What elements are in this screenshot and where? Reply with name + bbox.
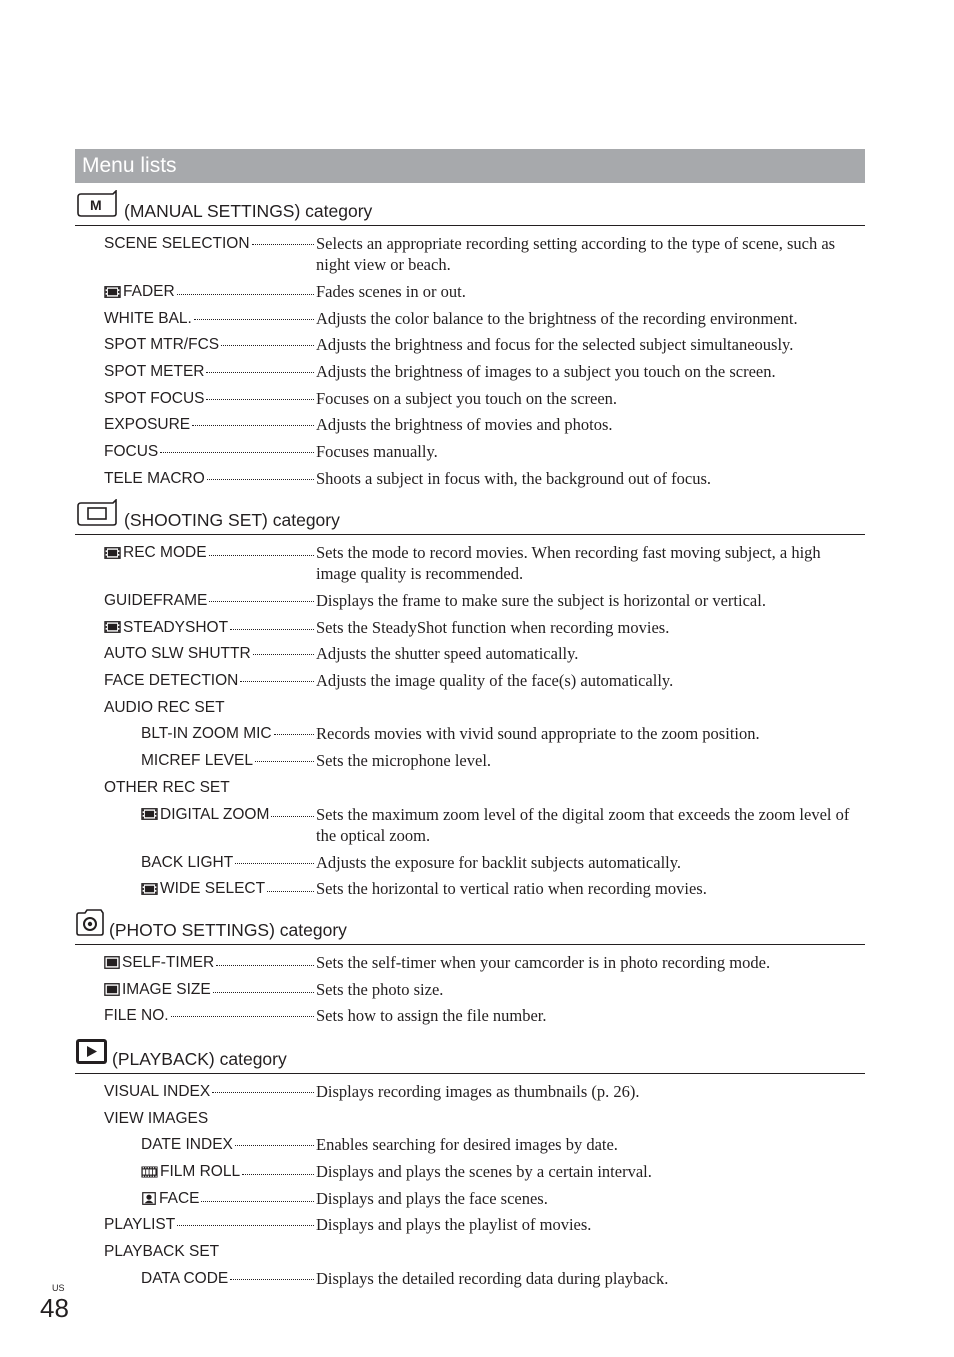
dot-leader	[235, 862, 314, 864]
dot-leader	[212, 1091, 314, 1093]
menu-item-row	[75, 441, 865, 468]
menu-item-row	[75, 233, 865, 281]
menu-item-name: FILM ROLL	[160, 1163, 241, 1181]
dot-leader	[230, 1278, 314, 1280]
camera-photo-icon	[75, 909, 105, 941]
film-icon	[104, 621, 123, 633]
page-region-label: US	[52, 1283, 65, 1293]
menu-item-row	[75, 1214, 865, 1241]
menu-item-row	[75, 590, 865, 617]
menu-item-row	[75, 1134, 865, 1161]
menu-item-row	[75, 852, 865, 879]
menu-item-name: FACE	[159, 1189, 200, 1207]
dot-leader	[271, 815, 314, 817]
menu-item-term	[75, 670, 316, 691]
dot-leader	[255, 760, 314, 762]
menu-item-description: Sets how to assign the file number.	[316, 1006, 547, 1026]
menu-item-name: TELE MACRO	[104, 469, 205, 487]
menu-item-name: FADER	[123, 283, 175, 300]
menu-item-name: AUTO SLW SHUTTR	[104, 645, 251, 663]
dot-leader	[235, 1144, 314, 1146]
menu-item-term	[75, 590, 316, 611]
photo-icon	[104, 983, 122, 996]
dot-leader	[267, 890, 314, 892]
category-label: (SHOOTING SET) category	[124, 510, 340, 530]
menu-item-term	[75, 1268, 316, 1289]
dot-leader	[221, 344, 314, 346]
menu-item-term	[75, 388, 316, 409]
menu-item-row	[75, 414, 865, 441]
menu-item-description: Sets the self-timer when your camcorder is in photo recording mode.	[316, 953, 771, 972]
menu-item-term	[75, 1188, 316, 1209]
dot-leader	[252, 243, 314, 245]
menu-item-name: VISUAL INDEX	[104, 1083, 211, 1100]
menu-item-description: Displays the detailed recording data during playback.	[316, 1268, 669, 1288]
menu-item-row	[75, 334, 865, 361]
category-label: (PLAYBACK) category	[112, 1049, 287, 1069]
dot-leader	[274, 733, 314, 735]
menu-item-term	[75, 1081, 316, 1102]
menu-item-list	[75, 952, 865, 1032]
menu-group-header: PLAYBACK SET	[104, 1243, 220, 1261]
menu-item-term	[75, 878, 316, 899]
menu-item-description: Adjusts the shutter speed automatically.	[316, 644, 579, 664]
menu-item-row	[75, 723, 865, 750]
menu-item-term	[75, 1134, 316, 1155]
menu-item-list	[75, 233, 865, 495]
menu-item-row	[75, 1268, 865, 1295]
menu-item-description: Focuses on a subject you touch on the screen.	[316, 388, 618, 408]
menu-item-description: Sets the photo size.	[316, 979, 444, 999]
dot-leader	[201, 1200, 314, 1202]
menu-item-description: Adjusts the image quality of the face(s) automatically.	[316, 671, 674, 691]
menu-item-description: Sets the microphone level.	[316, 751, 492, 771]
menu-item-term	[75, 542, 316, 563]
category-section	[75, 911, 865, 1032]
menu-item-description: Displays the frame to make sure the subject is horizontal or vertical.	[316, 591, 766, 610]
menu-item-name: FACE DETECTION	[104, 672, 239, 690]
manual-mode-icon	[75, 190, 120, 222]
menu-item-term	[75, 441, 316, 462]
page-title: Menu lists	[75, 149, 865, 183]
menu-item-row	[75, 388, 865, 415]
menu-item-description: Sets the maximum zoom level of the digital zoom that exceeds the zoom level of the optical zoom.	[316, 804, 850, 845]
dot-leader	[171, 1015, 314, 1017]
menu-item-term	[75, 334, 316, 355]
menu-item-row	[75, 1161, 865, 1188]
menu-item-description: Records movies with vivid sound appropriate to the zoom position.	[316, 724, 760, 744]
menu-item-row	[75, 804, 865, 852]
menu-item-term	[75, 1161, 316, 1182]
menu-group-header: VIEW IMAGES	[104, 1109, 209, 1127]
menu-item-name: SCENE SELECTION	[104, 235, 250, 252]
menu-item-description: Sets the SteadyShot function when recording movies.	[316, 617, 670, 637]
menu-item-row	[75, 1188, 865, 1215]
menu-item-name: SELF-TIMER	[122, 954, 215, 971]
menu-item-description: Focuses manually.	[316, 442, 438, 462]
menu-item-description: Shoots a subject in focus with, the background out of focus.	[316, 468, 712, 488]
menu-item-name: FOCUS	[104, 443, 159, 461]
dot-leader	[207, 478, 314, 480]
menu-item-row	[75, 750, 865, 777]
dot-leader	[209, 554, 314, 556]
menu-item-term	[75, 750, 316, 771]
menu-item-row	[75, 281, 865, 308]
menu-item-name: REC MODE	[123, 544, 207, 561]
menu-item-name: SPOT METER	[104, 363, 205, 381]
menu-item-term	[75, 723, 316, 744]
page-number: 48	[40, 1293, 69, 1323]
film-icon	[104, 547, 123, 559]
category-label: (PHOTO SETTINGS) category	[109, 920, 347, 940]
category-label: (MANUAL SETTINGS) category	[124, 201, 373, 221]
menu-item-term	[75, 414, 316, 435]
menu-item-description: Adjusts the brightness of images to a subject you touch on the screen.	[316, 362, 776, 382]
dot-leader	[213, 991, 314, 993]
dot-leader	[206, 398, 314, 400]
category-heading	[75, 911, 865, 945]
category-heading	[75, 1040, 865, 1074]
dot-leader	[209, 600, 314, 602]
film-icon	[104, 286, 123, 298]
menu-item-term	[75, 468, 316, 489]
menu-item-name: DIGITAL ZOOM	[160, 805, 270, 823]
category-section	[75, 501, 865, 905]
category-section	[75, 1040, 865, 1295]
menu-item-row	[75, 468, 865, 495]
menu-item-term	[75, 233, 316, 254]
dot-leader	[240, 680, 314, 682]
menu-item-term	[75, 617, 316, 638]
menu-item-description: Displays recording images as thumbnails (p. 26).	[316, 1082, 640, 1101]
face-icon	[141, 1192, 159, 1205]
menu-item-name: FILE NO.	[104, 1007, 169, 1025]
menu-item-description: Sets the mode to record movies. When recording fast moving subject, a high image quality is recommended.	[316, 543, 821, 583]
menu-item-list	[75, 1081, 865, 1295]
dot-leader	[242, 1173, 314, 1175]
menu-item-row	[75, 1081, 865, 1108]
menu-item-term	[75, 281, 316, 302]
menu-item-row	[75, 617, 865, 644]
film-icon	[141, 883, 160, 895]
menu-item-term	[75, 1214, 316, 1235]
menu-item-row	[75, 542, 865, 590]
menu-item-description: Adjusts the brightness and focus for the selected subject simultaneously.	[316, 335, 794, 355]
menu-group-header: OTHER REC SET	[104, 778, 230, 796]
dot-leader	[230, 628, 314, 630]
menu-item-row	[75, 1005, 865, 1032]
menu-item-term	[75, 1005, 316, 1026]
menu-item-name: SPOT FOCUS	[104, 389, 205, 407]
menu-item-name: GUIDEFRAME	[104, 592, 208, 609]
playback-icon	[75, 1038, 108, 1070]
menu-item-name: BACK LIGHT	[141, 853, 234, 871]
category-section	[75, 192, 865, 495]
menu-group-header: AUDIO REC SET	[104, 698, 225, 716]
menu-item-description: Enables searching for desired images by date.	[316, 1135, 618, 1155]
category-heading	[75, 501, 865, 535]
menu-item-name: SPOT MTR/FCS	[104, 336, 220, 354]
menu-item-row	[75, 361, 865, 388]
menu-item-term	[75, 804, 316, 825]
menu-item-row	[75, 952, 865, 979]
menu-item-term	[75, 852, 316, 873]
menu-item-name: IMAGE SIZE	[122, 980, 211, 998]
menu-item-list	[75, 542, 865, 905]
menu-item-name: MICREF LEVEL	[141, 752, 253, 770]
film-icon	[141, 808, 160, 820]
dot-leader	[177, 1224, 314, 1226]
menu-item-description: Adjusts the exposure for backlit subjects automatically.	[316, 852, 682, 872]
menu-item-term	[75, 979, 316, 1000]
dot-leader	[192, 424, 314, 426]
category-heading	[75, 192, 865, 226]
menu-item-name: WIDE SELECT	[160, 880, 266, 898]
menu-item-row	[75, 878, 865, 905]
dot-leader	[160, 451, 314, 453]
menu-item-row	[75, 670, 865, 697]
menu-item-description: Displays and plays the playlist of movies.	[316, 1215, 592, 1235]
menu-item-name: PLAYLIST	[104, 1216, 176, 1234]
menu-item-term	[75, 952, 316, 973]
menu-item-row	[75, 643, 865, 670]
menu-item-name: DATA CODE	[141, 1269, 229, 1287]
menu-item-description: Selects an appropriate recording setting according to the type of scene, such as night view or beach.	[316, 234, 836, 274]
menu-item-description: Fades scenes in or out.	[316, 282, 466, 301]
menu-item-description: Adjusts the color balance to the brightness of the recording environment.	[316, 308, 798, 328]
menu-item-term	[75, 361, 316, 382]
menu-item-name: WHITE BAL.	[104, 309, 192, 327]
menu-item-row	[75, 308, 865, 335]
menu-item-name: BLT-IN ZOOM MIC	[141, 725, 272, 743]
menu-item-description: Displays and plays the scenes by a certain interval.	[316, 1162, 652, 1182]
menu-item-description: Adjusts the brightness of movies and photos.	[316, 415, 613, 435]
menu-item-name: EXPOSURE	[104, 416, 191, 434]
menu-item-term	[75, 308, 316, 329]
camera-screen-icon	[75, 499, 120, 531]
menu-item-name: STEADYSHOT	[123, 618, 229, 636]
menu-item-name: DATE INDEX	[141, 1136, 233, 1154]
menu-item-description: Sets the horizontal to vertical ratio when recording movies.	[316, 879, 707, 899]
menu-item-description: Displays and plays the face scenes.	[316, 1188, 548, 1208]
dot-leader	[194, 318, 314, 320]
dot-leader	[177, 293, 314, 295]
menu-item-row	[75, 979, 865, 1006]
svg-text:M: M	[90, 197, 102, 213]
menu-item-term	[75, 643, 316, 664]
film-roll-icon	[141, 1166, 160, 1178]
photo-icon	[104, 956, 122, 969]
dot-leader	[253, 653, 314, 655]
dot-leader	[206, 371, 314, 373]
dot-leader	[216, 964, 314, 966]
